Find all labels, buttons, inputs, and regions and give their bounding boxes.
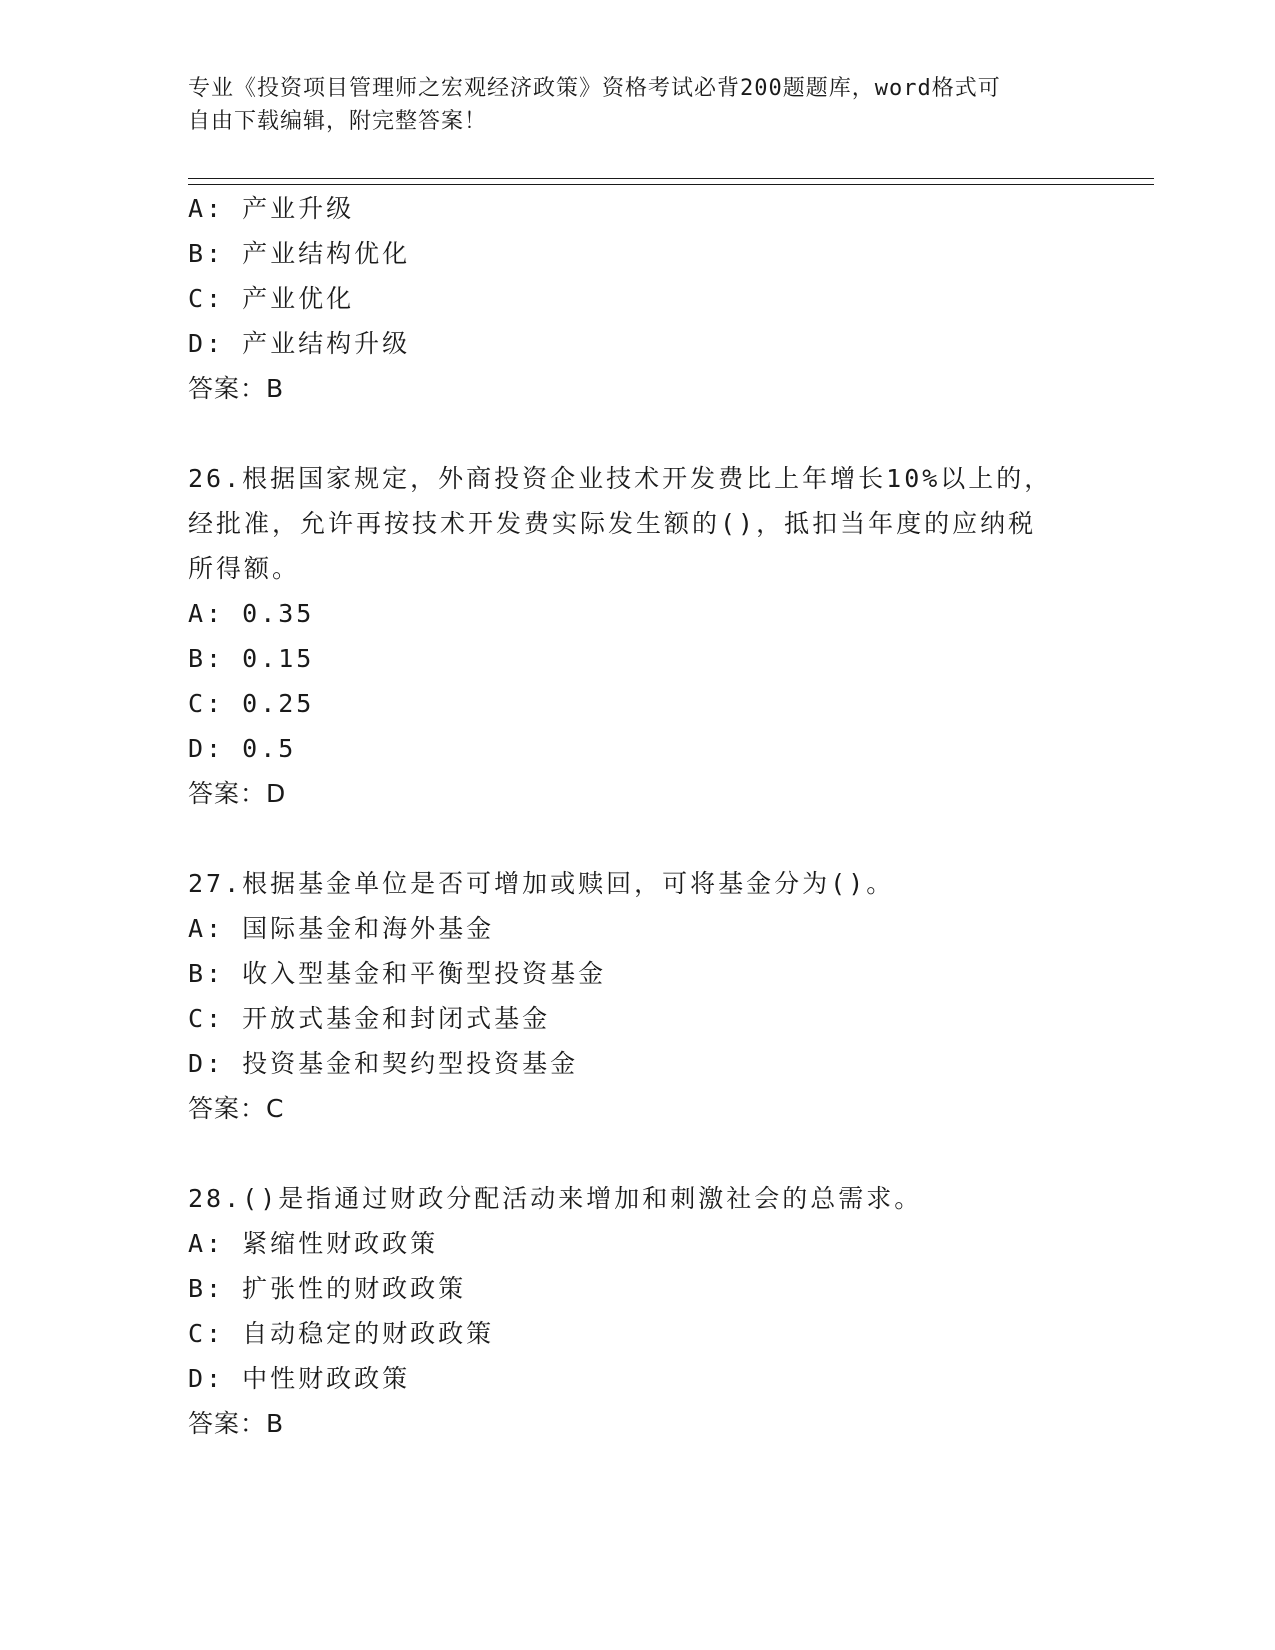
- question-stem: 28.()是指通过财政分配活动来增加和刺激社会的总需求。: [188, 1184, 923, 1213]
- question-stem: 经批准，允许再按技术开发费实际发生额的()，抵扣当年度的应纳税: [188, 509, 1037, 538]
- answer: 答案：B: [188, 1409, 285, 1438]
- option-b: B: 0.15: [188, 644, 315, 673]
- document-header: [188, 72, 1068, 138]
- option-c: C: 产业优化: [188, 284, 355, 313]
- option-c: C: 0.25: [188, 689, 315, 718]
- option-a: A: 紧缩性财政政策: [188, 1229, 439, 1258]
- option-d: D: 投资基金和契约型投资基金: [188, 1049, 579, 1078]
- option-d: D: 产业结构升级: [188, 329, 411, 358]
- header-line-1: 专业《投资项目管理师之宏观经济政策》资格考试必背200题题库，word格式可: [188, 76, 1001, 101]
- option-b: B: 扩张性的财政政策: [188, 1274, 467, 1303]
- option-d: D: 中性财政政策: [188, 1364, 411, 1393]
- answer: 答案：B: [188, 374, 285, 403]
- option-c: C: 开放式基金和封闭式基金: [188, 1004, 551, 1033]
- question-stem: 27.根据基金单位是否可增加或赎回，可将基金分为()。: [188, 869, 895, 898]
- option-d: D: 0.5: [188, 734, 297, 763]
- answer: 答案：C: [188, 1094, 285, 1123]
- option-c: C: 自动稳定的财政政策: [188, 1319, 495, 1348]
- option-b: B: 收入型基金和平衡型投资基金: [188, 959, 607, 988]
- option-a: A: 0.35: [188, 599, 315, 628]
- question-stem: 26.根据国家规定，外商投资企业技术开发费比上年增长10%以上的，: [188, 464, 1053, 493]
- header-divider-top: [188, 178, 1154, 179]
- option-b: B: 产业结构优化: [188, 239, 411, 268]
- header-divider-bottom: [188, 184, 1154, 185]
- header-line-2: 自由下载编辑，附完整答案！: [188, 109, 488, 134]
- option-a: A: 产业升级: [188, 194, 355, 223]
- question-stem: 所得额。: [188, 554, 301, 583]
- option-a: A: 国际基金和海外基金: [188, 914, 495, 943]
- answer: 答案：D: [188, 779, 287, 808]
